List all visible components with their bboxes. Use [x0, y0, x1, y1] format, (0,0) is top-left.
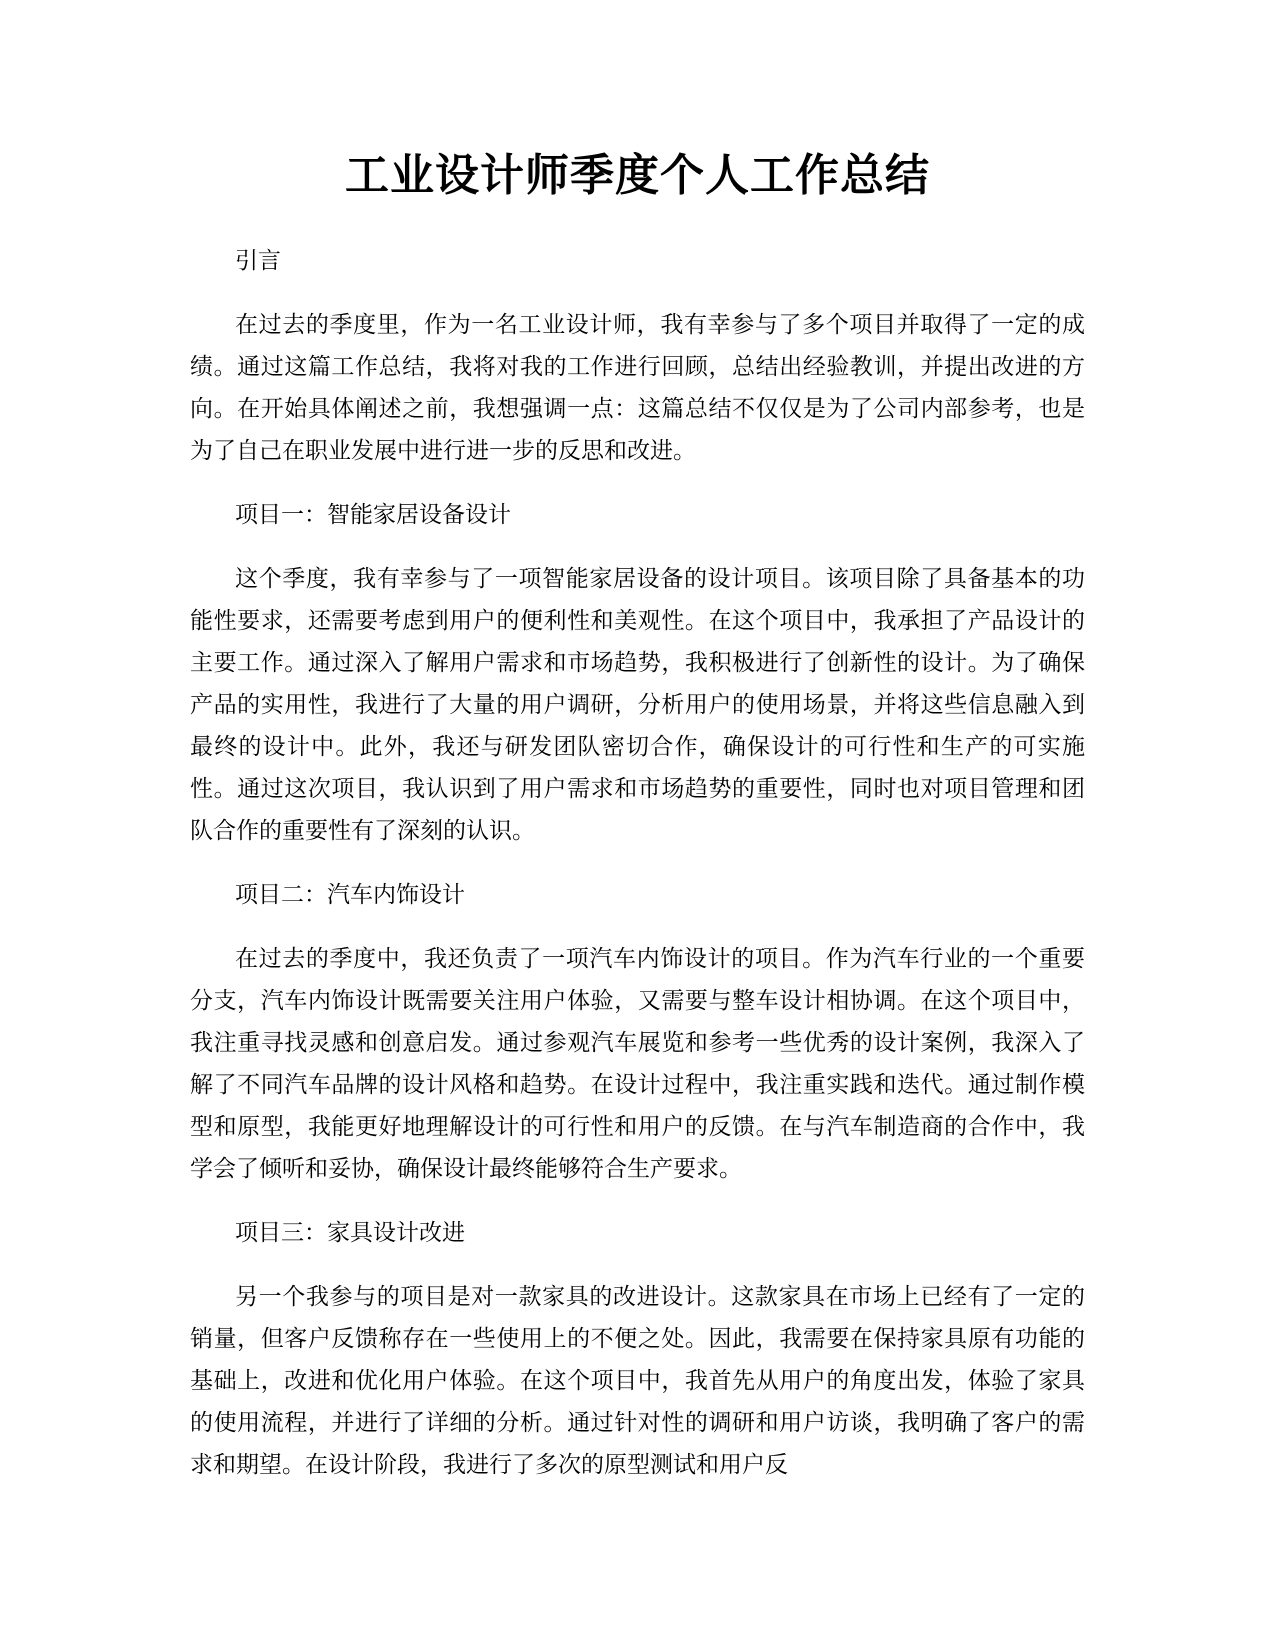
section-heading-project-3: 项目三：家具设计改进: [235, 1220, 465, 1246]
document-title: 工业设计师季度个人工作总结: [345, 150, 930, 201]
section-heading-intro: 引言: [235, 248, 281, 274]
section-paragraph-project-1: 这个季度，我有幸参与了一项智能家居设备的设计项目。该项目除了具备基本的功能性要求，还需要考虑到用户的便利性和美观性。在这个项目中，我承担了产品设计的主要工作。通过深入了解用户需求和市场趋势，我积极进行了创新性的设计。为了确保产品的实用性，我进行了大量的用户调研，分析用户的使用场景，并将这些信息融入到最终的设计中。此外，我还与研发团队密切合作，确保设计的可行性和生产的可实施性。通过这次项目，我认识到了用户需求和市场趋势的重要性，同时也对项目管理和团队合作的重要性有了深刻的认识。: [190, 566, 1085, 844]
section-paragraph-project-2: 在过去的季度中，我还负责了一项汽车内饰设计的项目。作为汽车行业的一个重要分支，汽车内饰设计既需要关注用户体验，又需要与整车设计相协调。在这个项目中，我注重寻找灵感和创意启发。通过参观汽车展览和参考一些优秀的设计案例，我深入了解了不同汽车品牌的设计风格和趋势。在设计过程中，我注重实践和迭代。通过制作模型和原型，我能更好地理解设计的可行性和用户的反馈。在与汽车制造商的合作中，我学会了倾听和妥协，确保设计最终能够符合生产要求。: [190, 946, 1085, 1182]
section-heading-project-1: 项目一：智能家居设备设计: [235, 502, 511, 528]
section-paragraph-intro: 在过去的季度里，作为一名工业设计师，我有幸参与了多个项目并取得了一定的成绩。通过这篇工作总结，我将对我的工作进行回顾，总结出经验教训，并提出改进的方向。在开始具体阐述之前，我想强调一点：这篇总结不仅仅是为了公司内部参考，也是为了自己在职业发展中进行进一步的反思和改进。: [190, 312, 1085, 464]
section-paragraph-project-3: 另一个我参与的项目是对一款家具的改进设计。这款家具在市场上已经有了一定的销量，但客户反馈称存在一些使用上的不便之处。因此，我需要在保持家具原有功能的基础上，改进和优化用户体验。在这个项目中，我首先从用户的角度出发，体验了家具的使用流程，并进行了详细的分析。通过针对性的调研和用户访谈，我明确了客户的需求和期望。在设计阶段，我进行了多次的原型测试和用户反: [190, 1284, 1085, 1478]
section-heading-project-2: 项目二：汽车内饰设计: [235, 882, 465, 908]
document-body: [190, 240, 1085, 1508]
